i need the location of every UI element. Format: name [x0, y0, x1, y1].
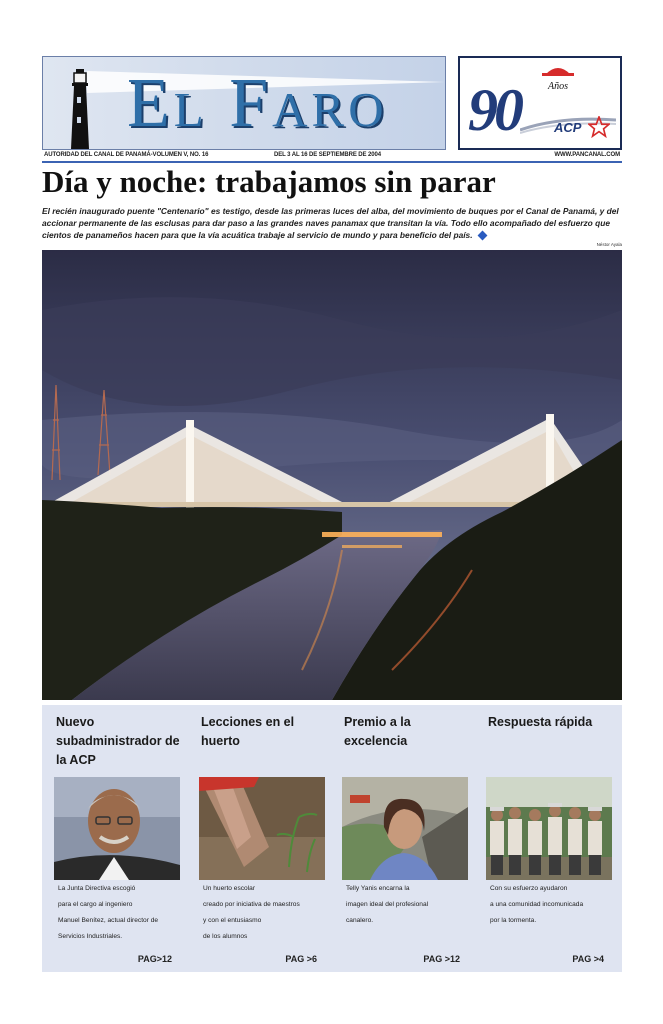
feature-title[interactable]: Respuesta rápida — [488, 715, 593, 729]
anniversary-label: Años — [548, 81, 568, 92]
features-panel — [42, 705, 622, 972]
feature-column[interactable] — [330, 705, 470, 972]
summary-line: imagen ideal del profesional — [346, 901, 429, 908]
feature-summary — [490, 881, 612, 929]
main-photo-bridge — [42, 250, 622, 700]
summary-line: Servicios Industriales. — [58, 933, 123, 940]
masthead-banner — [42, 56, 446, 150]
summary-line: a una comunidad incomunicada — [490, 901, 584, 908]
feature-summary — [346, 881, 468, 929]
feature-summary — [203, 881, 325, 945]
photo-credit: Néstor Ayala — [596, 242, 622, 247]
summary-line: y con el entusiasmo — [203, 917, 262, 924]
lighthouse-icon — [67, 69, 93, 149]
summary-line: creado por iniciativa de maestros — [203, 901, 300, 908]
summary-line: de los alumnos — [203, 933, 248, 940]
website-link[interactable]: WWW.PANCANAL.COM — [554, 152, 620, 158]
page-reference-link[interactable]: PAG >6 — [285, 954, 317, 964]
anniversary-number: 90 — [468, 77, 520, 143]
publisher-info: AUTORIDAD DEL CANAL DE PANAMÁ-VOLUMEN V, NO. 16 — [44, 152, 209, 158]
feature-column[interactable] — [474, 705, 614, 972]
anniversary-logo — [458, 56, 622, 150]
feature-title[interactable]: Premio a la excelencia — [344, 715, 411, 748]
diamond-icon — [477, 231, 487, 241]
page-reference-link[interactable]: PAG >4 — [572, 954, 604, 964]
summary-line: La Junta Directiva escogió — [58, 885, 136, 892]
summary-line: Telly Yanis encarna la — [346, 885, 410, 892]
garden-photo — [199, 777, 325, 880]
lead-paragraph — [42, 205, 622, 241]
feature-summary — [58, 881, 180, 945]
lead-text: El recién inaugurado puente "Centenario" es testigo, desde las primeras luces del alba, del movimiento de buques por el Canal de Panamá, y del accionar permanente de las esclusas para dar paso a las grandes naves panamax que transitan la vía. Todo ello acompañado del esfuerzo que cientos de panameños hacen para que la vía acuática trabaje al servicio de mundo y para beneficio del país. — [42, 206, 619, 240]
summary-line: Con su esfuerzo ayudaron — [490, 885, 568, 892]
feature-column[interactable] — [187, 705, 327, 972]
workers-group-photo — [486, 777, 612, 880]
masthead-title: El Faro — [127, 65, 388, 142]
summary-line: por la tormenta. — [490, 917, 537, 924]
summary-line: Un huerto escolar — [203, 885, 256, 892]
issue-dates: DEL 3 AL 16 DE SEPTIEMBRE DE 2004 — [274, 152, 381, 158]
feature-title[interactable]: Lecciones en el huerto — [201, 715, 295, 748]
feature-title[interactable]: Nuevo subadministrador de la ACP — [56, 715, 180, 767]
star-icon — [588, 116, 610, 138]
summary-line: canalero. — [346, 917, 374, 924]
page-reference-link[interactable]: PAG >12 — [423, 954, 460, 964]
acp-logo: ACP — [554, 120, 582, 135]
summary-line: Manuel Benítez, actual director de — [58, 917, 159, 924]
masthead — [42, 56, 622, 150]
portrait-photo — [54, 777, 180, 880]
header-rule — [42, 161, 622, 163]
anniversary-badge — [538, 62, 578, 92]
page-reference-link[interactable]: PAG>12 — [137, 954, 172, 964]
hat-icon — [538, 62, 578, 76]
woman-at-locks-photo — [342, 777, 468, 880]
feature-column[interactable] — [42, 705, 182, 972]
main-headline: Día y noche: trabajamos sin parar — [42, 164, 496, 199]
summary-line: para el cargo al ingeniero — [58, 901, 133, 908]
